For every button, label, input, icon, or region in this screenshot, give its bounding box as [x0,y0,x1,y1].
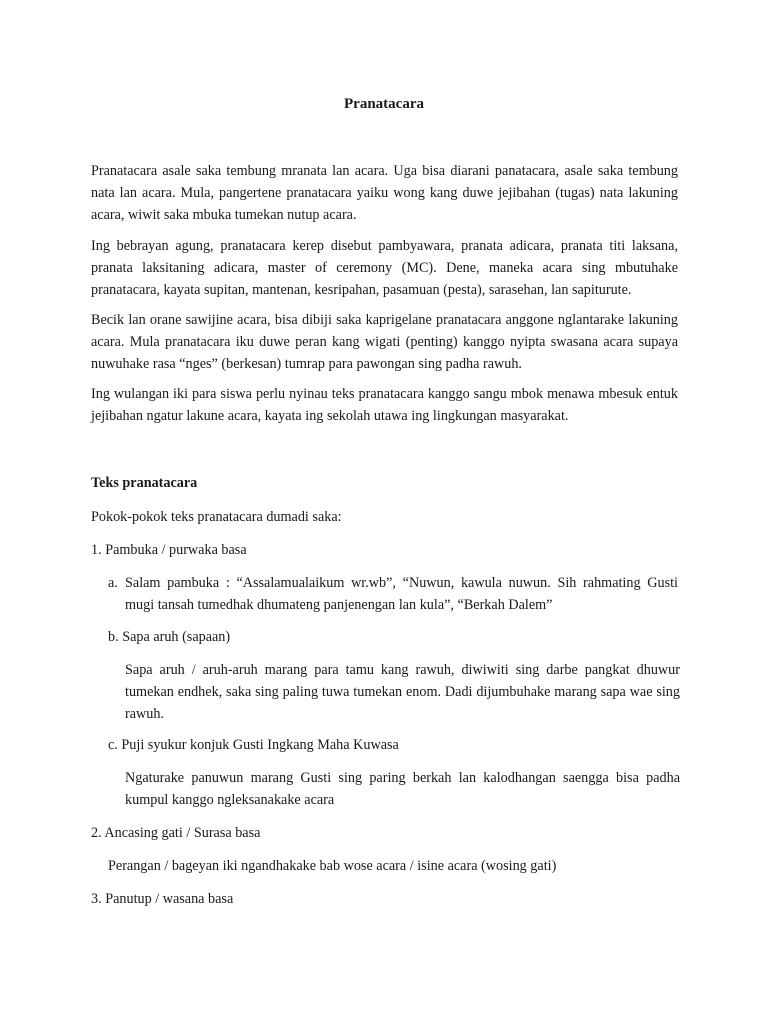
item-1a-text: Salam pambuka : “Assalamualaikum wr.wb”, “Nuwun, kawula nuwun. Sih rahmating Gusti mugi tansah tumedhak dhumateng panjenengan lan kula”, “Berkah Dalem” [125,575,678,613]
section-intro: Pokok-pokok teks pranatacara dumadi saka: [91,509,342,525]
item-1c-label: c. Puji syukur konjuk Gusti Ingkang Maha Kuwasa [108,737,399,753]
item-1-label: 1. Pambuka / purwaka basa [91,542,247,558]
item-1a [108,572,678,616]
intro-paragraph-1: Pranatacara asale saka tembung mranata lan acara. Uga bisa diarani panatacara, asale saka tembung nata lan acara. Mula, pangertene pranatacara yaiku wong kang duwe jejibahan (tugas) nata lakuning acara, wiwit saka mbuka tumekan nutup acara. [91,163,678,223]
item-2-text: Perangan / bageyan iki ngandhakake bab wose acara / isine acara (wosing gati) [108,858,557,874]
item-1c-text: Ngaturake panuwun marang Gusti sing paring berkah lan kalodhangan saengga bisa padha kumpul kanggo ngleksanakake acara [125,770,680,808]
intro-paragraph-2: Ing bebrayan agung, pranatacara kerep disebut pambyawara, pranata adicara, pranata titi laksana, pranata laksitaning adicara, master of ceremony (MC). Dene, maneka acara sing mbutuhake pranatacara, kayata supitan, mantenan, kesripahan, pasamuan (pesta), sarasehan, lan sapiturute. [91,238,678,298]
item-2-label: 2. Ancasing gati / Surasa basa [91,825,261,841]
item-3-label: 3. Panutup / wasana basa [91,891,234,907]
item-1b-text: Sapa aruh / aruh-aruh marang para tamu kang rawuh, diwiwiti sing darbe pangkat dhuwur tumekan endhek, saka sing paling tuwa tumekan enom. Dadi dijumbuhake marang sapa wae sing rawuh. [125,662,680,722]
item-1a-marker: a. [108,575,118,591]
intro-paragraph-3: Becik lan orane sawijine acara, bisa dibiji saka kaprigelane pranatacara anggone nglantarake lakuning acara. Mula pranatacara iku duwe peran kang wigati (penting) kanggo nyipta swasana acara supaya nuwuhake rasa “nges” (berkesan) tumrap para pawongan sing padha rawuh. [91,312,678,372]
section-heading: Teks pranatacara [91,475,198,491]
document-title: Pranatacara [344,96,424,112]
intro-paragraph-4: Ing wulangan iki para siswa perlu nyinau teks pranatacara kanggo sangu mbok menawa mbesuk entuk jejibahan ngatur lakune acara, kayata ing sekolah utawa ing lingkungan masyarakat. [91,386,678,424]
item-1b-label: b. Sapa aruh (sapaan) [108,629,231,645]
